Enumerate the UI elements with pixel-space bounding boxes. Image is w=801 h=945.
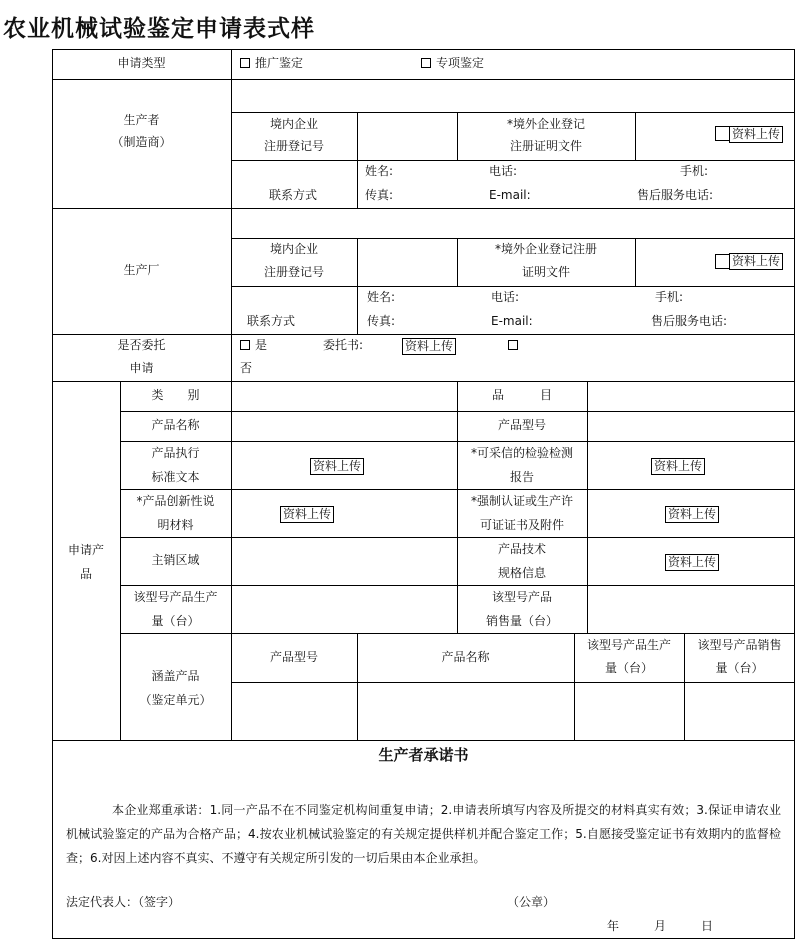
factory-label: 生产厂 — [123, 263, 160, 277]
entrust-label-2: 申请 — [129, 361, 154, 375]
producer-domestic-label: 境内企业 — [269, 117, 318, 131]
producer-contact-name: 姓名: — [365, 164, 394, 178]
standard-label-2: 标准文本 — [151, 470, 200, 484]
col-divider — [635, 238, 636, 286]
producer-contact-phone: 电话: — [489, 164, 518, 178]
upload-button[interactable]: 资料上传 — [280, 506, 334, 523]
product-label-2: 品 — [79, 567, 92, 581]
date-month-label: 月 — [654, 919, 667, 933]
col-sales-header: 该型号产品销售 — [697, 638, 782, 652]
apply-type-label: 申请类型 — [117, 56, 166, 70]
col-divider — [357, 112, 358, 160]
col-divider — [587, 381, 588, 633]
producer-label-sub: （制造商） — [111, 135, 172, 149]
factory-domestic-label-2: 注册登记号 — [263, 265, 324, 279]
col-sales-header-2: 量（台） — [715, 661, 764, 675]
producer-foreign-label: *境外企业登记 — [506, 117, 585, 131]
producer-contact-label: 联系方式 — [269, 188, 318, 202]
report-label-2: 报告 — [509, 470, 534, 484]
upload-button[interactable]: 资料上传 — [729, 253, 783, 270]
standard-label: 产品执行 — [151, 446, 200, 460]
upload-button[interactable]: 资料上传 — [665, 506, 719, 523]
factory-foreign-label: *境外企业登记注册 — [494, 242, 597, 256]
apply-type-option-special[interactable]: 专项鉴定 — [421, 52, 484, 75]
sales-area-label: 主销区域 — [151, 553, 200, 567]
legal-representative-signature: 法定代表人：（签字） — [66, 895, 181, 909]
entrust-letter-label: 委托书: — [323, 338, 364, 352]
product-model-label: 产品型号 — [497, 418, 546, 432]
checkbox[interactable] — [421, 58, 431, 68]
col-output-header-2: 量（台） — [604, 661, 653, 675]
col-model-header: 产品型号 — [269, 650, 318, 664]
producer-contact-email: E-mail: — [489, 188, 531, 202]
factory-contact-service: 售后服务电话: — [651, 314, 728, 328]
col-divider — [357, 238, 358, 286]
upload-checkbox[interactable] — [715, 254, 730, 269]
col-divider — [635, 112, 636, 160]
factory-contact-mobile: 手机: — [655, 290, 684, 304]
innovation-label-2: 明材料 — [157, 518, 194, 532]
innovation-label: *产品创新性说 — [136, 494, 215, 508]
row-divider — [52, 381, 795, 382]
row-divider — [231, 682, 795, 683]
product-label: 申请产 — [67, 543, 104, 557]
official-seal-label: （公章） — [507, 895, 556, 909]
cert-label: *强制认证或生产许 — [470, 494, 573, 508]
col-name-header: 产品名称 — [441, 650, 490, 664]
checkbox[interactable] — [240, 340, 250, 350]
report-label: *可采信的检验检测 — [470, 446, 573, 460]
upload-button[interactable]: 资料上传 — [651, 458, 705, 475]
covered-products-label-2: （鉴定单元） — [139, 693, 212, 707]
item-label: 品 目 — [491, 388, 552, 402]
date-day-label: 日 — [701, 919, 714, 933]
output-label: 该型号产品生产 — [133, 590, 218, 604]
entrust-yes-option[interactable]: 是 — [240, 334, 267, 357]
product-name-label: 产品名称 — [151, 418, 200, 432]
pledge-title: 生产者承诺书 — [378, 746, 469, 764]
producer-contact-fax: 传真: — [365, 188, 394, 202]
date-year-label: 年 — [607, 919, 620, 933]
apply-type-option-promotion[interactable]: 推广鉴定 — [240, 52, 303, 75]
form-title: 农业机械试验鉴定申请表式样 — [3, 16, 315, 42]
producer-label: 生产者 — [123, 113, 160, 127]
checkbox[interactable] — [240, 58, 250, 68]
factory-foreign-label-2: 证明文件 — [521, 265, 570, 279]
row-divider — [52, 79, 795, 80]
factory-domestic-label: 境内企业 — [269, 242, 318, 256]
upload-checkbox[interactable] — [715, 126, 730, 141]
sales-volume-label-2: 销售量（台） — [485, 614, 558, 628]
factory-contact-phone: 电话: — [491, 290, 520, 304]
factory-contact-email: E-mail: — [491, 314, 533, 328]
col-divider — [357, 160, 358, 208]
pledge-text: 本企业郑重承诺：1.同一产品不在不同鉴定机构间重复申请；2.申请表所填写内容及所提交的材料真实有效；3.保证申请农业机械试验鉴定的产品为合格产品；4.按农业机械试验鉴定的有关规定提供样机并配合鉴定工作；5.自愿接受鉴定证书有效期内的监督检查；6.对因上述内容不真实、不遵守有关规定所引发的一切后果由本企业承担。 — [66, 803, 781, 865]
upload-button[interactable]: 资料上传 — [310, 458, 364, 475]
cert-label-2: 可证证书及附件 — [479, 518, 564, 532]
producer-domestic-label-2: 注册登记号 — [263, 139, 324, 153]
output-label-2: 量（台） — [151, 614, 200, 628]
entrust-no-label: 否 — [240, 361, 253, 375]
producer-contact-mobile: 手机: — [680, 164, 709, 178]
col-output-header: 该型号产品生产 — [586, 638, 671, 652]
factory-contact-name: 姓名: — [367, 290, 396, 304]
factory-contact-fax: 传真: — [367, 314, 396, 328]
entrust-no-option[interactable] — [508, 334, 523, 357]
entrust-label: 是否委托 — [117, 338, 166, 352]
spec-label: 产品技术 — [497, 542, 546, 556]
producer-foreign-label-2: 注册证明文件 — [509, 139, 582, 153]
col-divider — [357, 286, 358, 334]
sales-volume-label: 该型号产品 — [491, 590, 552, 604]
covered-products-label: 涵盖产品 — [151, 669, 200, 683]
row-divider — [52, 208, 795, 209]
upload-button[interactable]: 资料上传 — [402, 338, 456, 355]
producer-contact-service: 售后服务电话: — [637, 188, 714, 202]
upload-button[interactable]: 资料上传 — [665, 554, 719, 571]
checkbox[interactable] — [508, 340, 518, 350]
row-divider — [52, 740, 795, 741]
spec-label-2: 规格信息 — [497, 566, 546, 580]
factory-contact-label: 联系方式 — [247, 314, 296, 328]
upload-button[interactable]: 资料上传 — [729, 126, 783, 143]
category-label: 类 别 — [151, 388, 200, 402]
